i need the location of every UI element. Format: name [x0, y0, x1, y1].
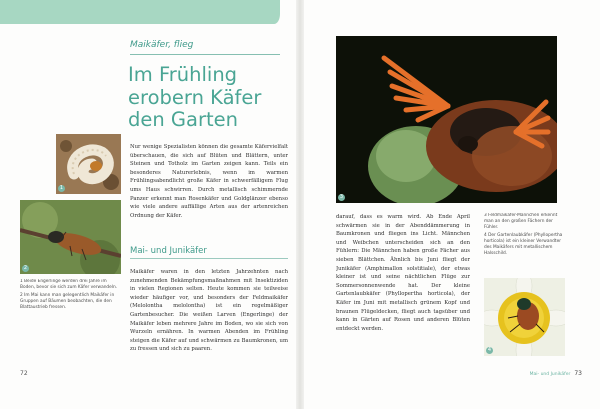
garden-chafer-flower-photo: [484, 278, 565, 356]
photo-number-3: 3: [339, 194, 344, 200]
cockchafer-twig-photo: [20, 200, 121, 274]
photo-number-1: 1: [59, 185, 64, 191]
headline-line-2: erobern Käfer: [128, 85, 262, 109]
left-captions: [20, 279, 121, 341]
subheading: Mai- und Junikäfer: [130, 246, 207, 256]
page-number-right: 73: [574, 370, 582, 377]
folio-right: [526, 370, 582, 377]
caption-2: 2 Im Mai kann man gelegentlich Maikäfer in Gruppen auf Bäumen beobachten, die den Blattaustrieb fressen.: [20, 293, 115, 310]
running-section-label: Mai- und Junikäfer: [529, 372, 571, 377]
subheading-rule: [130, 258, 288, 259]
kicker-rule: [130, 54, 280, 55]
headline-line-1: Im Frühling: [128, 63, 238, 86]
body-paragraph-left: Maikäfer waren in den letzten Jahrzehnten nach zunehmenden Bekämpfungsmaßnahmen mit Insektiziden in vielen Regionen selten. Heute kommen sie teilweise wieder häufiger vor, und besonders der Feldmaikäfer (Melolontha melolontha) ist ein regelmäßiger Gartenbesucher. Die weißen Larven (Engerlinge) der Maikäfer leben mehrere Jahre im Boden, wo sie sich von Wurzeln ernähren. In warmen Abenden im Frühling steigen die Käfer auf und schwärmen zu Baumkronen, um zu fressen und sich zu paaren.: [130, 269, 288, 353]
headline-line-3: den Garten: [128, 108, 239, 131]
photo-number-2: 2: [23, 265, 28, 271]
caption-1: 1 Beide Engerlinge werden drei Jahre im Boden, bevor sie sich zum Käfer verwandeln.: [20, 279, 118, 290]
photo-number-4: 4: [487, 347, 492, 353]
header-color-band: [0, 0, 280, 24]
page-number-left: 72: [20, 370, 28, 377]
intro-paragraph: Nur wenige Spezialisten können die gesamte Käfervielfalt überschauen, die sich auf Blüten und Blättern, unter Steinen und Totholz im Garten zeigen kann. Teils ein besonderes Naturerlebnis, wenn im warmen Frühlingsabendlicht große Käfer in schwerfälligem Flug ums Haus schwirren. Durch metallisch schimmernde Panzer erkennt man Rosenkäfer und Goldglänzer ebenso wie viele andere auffällige Arten aus der artenreichen Ordnung der Käfer.: [130, 144, 288, 219]
caption-4: 4 Der Gartenlaubkäfer (Phyllopertha horticola) ist ein kleiner Verwandter des Maikäfers mit metallischem Halsschild.: [484, 233, 563, 256]
grub-photo: [56, 134, 121, 194]
cockchafer-closeup-photo: [336, 36, 557, 203]
chapter-headline: [128, 64, 296, 132]
section-kicker: Maikäfer, flieg: [130, 40, 194, 50]
book-gutter: [296, 0, 304, 409]
caption-3: 3 Feldmaikäfer-Männchen erkennt man an den großen Fächern der Fühler.: [484, 213, 558, 230]
right-captions: [484, 213, 564, 273]
body-paragraph-right: darauf, dass es warm wird. Ab Ende April schwärmen sie in der Abenddämmerung in Baumkronen und fliegen ins Licht. Männchen und Weibchen unterscheiden sich an den Fühlern: Die Männchen haben große Fächer aus sieben Blättchen. Ähnlich bis Juni fliegt der Junikäfer (Amphimallon solstitiale), der etwas kleiner ist und seine nächtlichen Flüge zur Sommersonnenwende hat. Der kleine Gartenlaubkäfer (Phyllopertha horticola), der Käfer im Juni mit metallisch grünem Kopf und braunen Flügeldecken, fliegt auch tagsüber und kann in Gärten auf Rosen und anderen Blüten entdeckt werden.: [336, 214, 470, 332]
